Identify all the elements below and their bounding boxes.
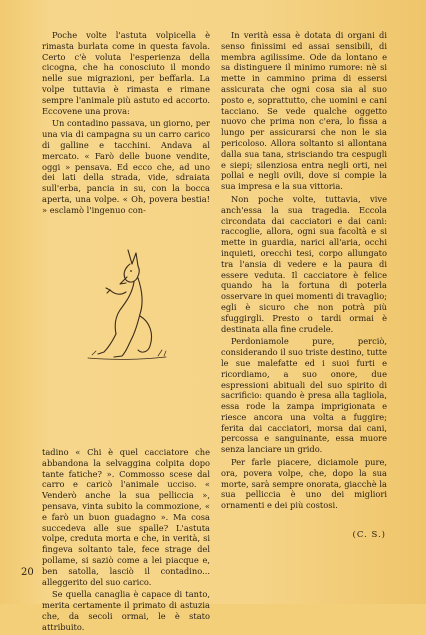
author-signature: (C. S.) — [352, 530, 386, 540]
paragraph-contadino: Un contadino passava, un giorno, per una via di campagna su un carro carico di galline e tacchini. Andava al mercato. « Farò delle buone vendite, oggi » pensava. Ed ecco che, ad uno dei lati della strada, vide, sdraiata sull'erba, pancia in su, con la bocca aperta, una volpe. « Oh, povera bestia! » esclamò l'ingenuo con- — [42, 118, 210, 215]
paragraph-contadino-continued: tadino « Chi è quel cacciatore che abbandona la selvaggina colpita dopo tante fatiche? ». Commosso scese dal carro e caricò l'animale ucciso. « Venderò anche la sua pelliccia », pensava, vinta subito la commozione, « e farò un buon guadagno ». Ma cosa succedeva alle sue spalle? L'astuta volpe, creduta morta e che, in verità, si fingeva soltanto tale, fece strage del pollame, si saziò come a lei piacque e, ben satolla, lasciò il contadino... alleggerito del suo carico. — [42, 447, 210, 587]
fox-illustration — [70, 244, 175, 362]
left-column — [42, 30, 210, 632]
paragraph-piacere: Per farle piacere, diciamole pure, ora, povera volpe, che, dopo la sua morte, sarà sempre onorata, giacchè la sua pelliccia è uno dei migliori ornamenti e dei più costosi. — [221, 457, 387, 511]
paragraph-sensi: In verità essa è dotata di organi di senso finissimi ed assai sensibili, di membra agilissime. Ode da lontano e sa distinguere il minimo rumore: nè si mette in cammino prima di essersi assicurata che ogni cosa sia al suo posto e, soprattutto, che uomini e cani tacciano. Se vede qualche oggetto nuovo che prima non c'era, lo fissa a lungo per assicurarsi che non le sia pericoloso. Allora soltanto si allontana dalla sua tana, strisciando tra cespugli e siepi; silenziosa entra negli orti, nei pollai e negli ovili, dove si compie la sua impresa e la sua vittoria. — [221, 30, 387, 192]
left-column-bottom — [42, 447, 210, 635]
paragraph-tragedia: Non poche volte, tuttavia, vive anch'essa la sua tragedia. Eccola circondata dai cacciatori e dai cani: raccoglie, allora, ogni sua facoltà e si mette in guardia, narici all'aria, occhi inquieti, orecchi tesi, corpo allungato tra l'ansia di vedere e la paura di essere veduta. Il cacciatore è felice quando ha la fortuna di poterla osservare in quei momenti di travaglio; egli è sicuro che non potrà più sfuggirgli. Presto o tardi ormai è destinata alla fine crudele. — [221, 193, 387, 334]
paragraph-perdoniamole: Perdoniamole pure, perciò, considerando il suo triste destino, tutte le sue malefatte ed i suoi furti e ricordiamo, a suo onore, due espressioni abituali del suo spirito di sacrificio: quando è presa alla tagliola, essa rode la zampa imprigionata e riesce ancora una volta a fuggire; ferita dai cacciatori, morsa dai cani, percossa e sanguinante, essa muore senza lanciare un grido. — [221, 336, 387, 455]
page-number: 20 — [21, 567, 34, 578]
paragraph-intro: Poche volte l'astuta volpicella è rimasta burlata come in questa favola. Certo c'è voluta l'esperienza della cicogna, che ha conosciuto il mondo nelle sue migrazioni, per beffarla. La volpe tuttavia è rimasta e rimane sempre l'animale più astuto ed accorto. Eccovene una prova: — [42, 30, 210, 116]
right-column — [221, 30, 387, 513]
paragraph-canaglia: Se quella canaglia è capace di tanto, merita certamente il primato di astuzia che, da secoli ormai, le è stato attribuito. — [42, 589, 210, 632]
